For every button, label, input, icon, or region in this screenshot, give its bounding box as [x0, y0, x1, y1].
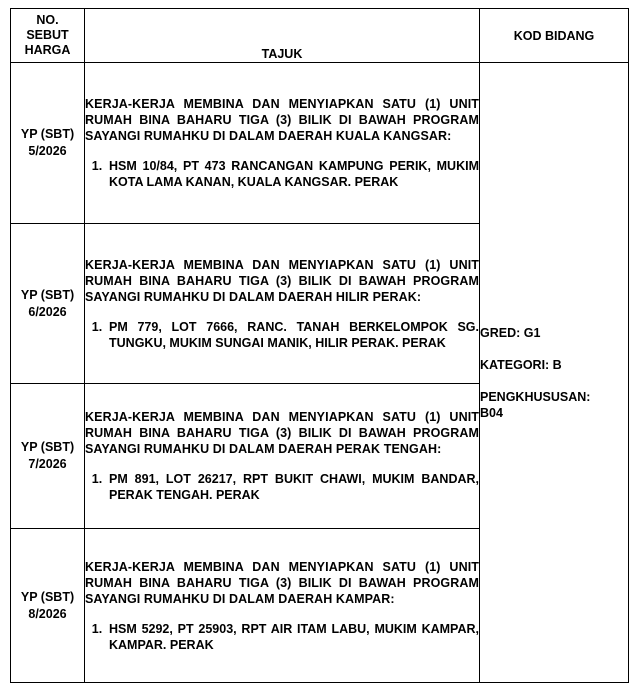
quotation-number-value: 8/2026	[28, 606, 67, 621]
work-description: KERJA-KERJA MEMBINA DAN MENYIAPKAN SATU (1) UNIT RUMAH BINA BAHARU TIGA (3) BILIK DI BAWAH PROGRAM SAYANGI RUMAHKU DI DALAM DAERAH KUALA KANGSAR:	[85, 97, 479, 143]
kategori-value: KATEGORI: B	[480, 357, 562, 372]
table-body	[11, 63, 629, 683]
work-description: KERJA-KERJA MEMBINA DAN MENYIAPKAN SATU (1) UNIT RUMAH BINA BAHARU TIGA (3) BILIK DI BAWAH PROGRAM SAYANGI RUMAHKU DI DALAM DAERAH PERAK TENGAH:	[85, 410, 479, 456]
title-cell	[85, 224, 480, 384]
gred-value: GRED: G1	[480, 325, 541, 340]
location-item-number: 1.	[91, 159, 103, 173]
header-kod-bidang: KOD BIDANG	[480, 9, 629, 63]
quotation-number-value: 5/2026	[28, 144, 67, 158]
title-cell	[85, 384, 480, 529]
location-address: HSM 10/84, PT 473 RANCANGAN KAMPUNG PERIK, MUKIM KOTA LAMA KANAN, KUALA KANGSAR. PERAK	[109, 159, 479, 189]
quotation-number-value: 6/2026	[28, 304, 67, 319]
location-item-number: 1.	[91, 319, 103, 334]
location-item	[85, 158, 479, 190]
quotation-number-prefix: YP (SBT)	[20, 589, 75, 604]
pengkhususan-block	[480, 389, 628, 421]
quotation-number-value: 7/2026	[28, 457, 67, 471]
pengkhususan-label: PENGKHUSUSAN:	[480, 389, 591, 404]
header-row	[11, 9, 629, 63]
location-address: HSM 5292, PT 25903, RPT AIR ITAM LABU, MUKIM KAMPAR, KAMPAR. PERAK	[109, 621, 479, 652]
quotation-number-cell	[11, 529, 85, 683]
quotation-number-prefix: YP (SBT)	[20, 287, 75, 302]
quotation-number-cell	[11, 384, 85, 529]
header-no-sebut-harga	[11, 9, 85, 63]
location-item-number: 1.	[91, 472, 103, 486]
location-item	[85, 319, 479, 351]
quotation-number-prefix: YP (SBT)	[20, 127, 75, 141]
location-item-number: 1.	[91, 621, 103, 636]
title-cell	[85, 529, 480, 683]
quotation-number-cell	[11, 224, 85, 384]
quotation-number-prefix: YP (SBT)	[20, 440, 75, 454]
work-description: KERJA-KERJA MEMBINA DAN MENYIAPKAN SATU (1) UNIT RUMAH BINA BAHARU TIGA (3) BILIK DI BAWAH PROGRAM SAYANGI RUMAHKU DI DALAM DAERAH HILIR PERAK:	[85, 257, 479, 304]
header-no-label: NO. SEBUT HARGA	[24, 13, 71, 57]
work-description: KERJA-KERJA MEMBINA DAN MENYIAPKAN SATU (1) UNIT RUMAH BINA BAHARU TIGA (3) BILIK DI BAWAH PROGRAM SAYANGI RUMAHKU DI DALAM DAERAH KAMPAR:	[85, 559, 479, 606]
table-row	[11, 63, 629, 224]
kod-bidang-cell	[480, 63, 629, 683]
table-header	[11, 9, 629, 63]
location-item	[85, 471, 479, 503]
tender-table	[10, 8, 629, 683]
title-cell	[85, 63, 480, 224]
quotation-number-cell	[11, 63, 85, 224]
location-item	[85, 621, 479, 653]
header-tajuk: TAJUK	[85, 9, 480, 63]
location-address: PM 891, LOT 26217, RPT BUKIT CHAWI, MUKIM BANDAR, PERAK TENGAH. PERAK	[109, 472, 479, 502]
pengkhususan-value: B04	[480, 405, 503, 420]
location-address: PM 779, LOT 7666, RANC. TANAH BERKELOMPOK SG. TUNGKU, MUKIM SUNGAI MANIK, HILIR PERAK. PERAK	[109, 319, 479, 350]
